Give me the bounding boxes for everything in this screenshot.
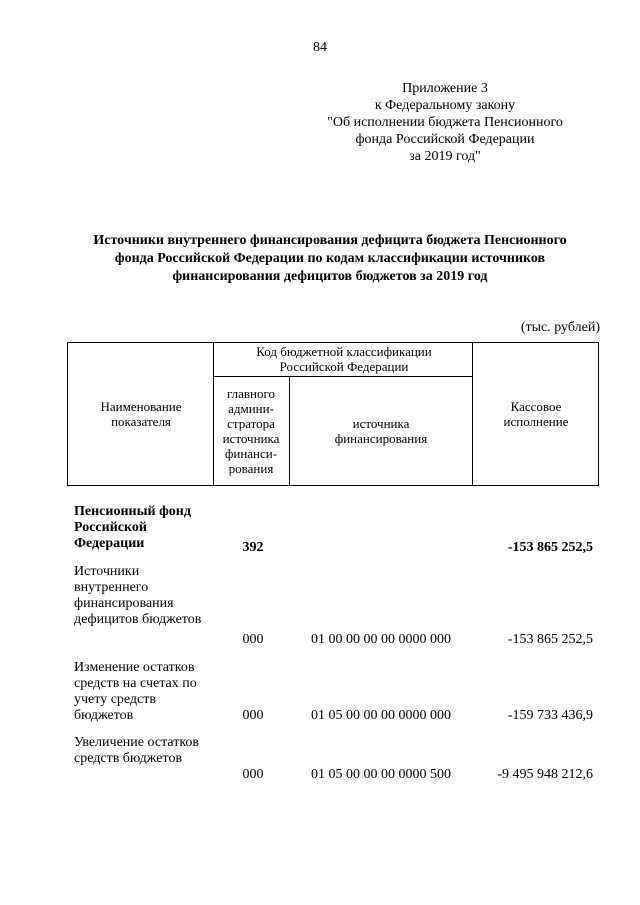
row-admin-code: 392 xyxy=(242,540,264,555)
row-source-code: 01 00 00 00 00 0000 000 xyxy=(311,632,451,647)
appendix-line: за 2019 год" xyxy=(409,149,481,164)
row-value: -159 733 436,9 xyxy=(507,708,593,723)
appendix-line: Приложение 3 xyxy=(402,81,488,96)
row-value: -9 495 948 212,6 xyxy=(497,767,593,782)
row-name: Изменение остатков средств на счетах по учету средств бюджетов xyxy=(74,660,197,723)
header-border-right xyxy=(598,342,599,486)
appendix-line: фонда Российской Федерации xyxy=(355,132,535,147)
row-admin-code: 000 xyxy=(242,767,264,782)
header-divider-admin xyxy=(289,376,290,486)
title-line: финансирования дефицитов бюджетов за 2019 год xyxy=(172,269,488,284)
header-divider-name xyxy=(213,342,214,486)
row-name: Увеличение остатков средств бюджетов xyxy=(74,735,200,766)
row-name: Пенсионный фонд Российской Федерации xyxy=(74,504,191,551)
header-budget-code: Код бюджетной классификации Российской Федерации xyxy=(256,344,432,374)
page-number: 84 xyxy=(313,40,327,55)
header-admin: главного админи-стратора источника финанси-рования xyxy=(222,386,280,476)
row-source-code: 01 05 00 00 00 0000 500 xyxy=(311,767,451,782)
title-line: фонда Российской Федерации по кодам классификации источников xyxy=(114,251,546,266)
document-title xyxy=(60,232,600,286)
row-value: -153 865 252,5 xyxy=(507,540,593,555)
row-admin-code: 000 xyxy=(242,708,264,723)
row-name: Источники внутреннего финансирования дефицитов бюджетов xyxy=(74,564,202,627)
appendix-header xyxy=(300,80,590,165)
appendix-line: "Об исполнении бюджета Пенсионного xyxy=(327,115,563,130)
units-label: (тыс. рублей) xyxy=(520,320,600,335)
header-divider-execution xyxy=(472,342,473,486)
row-source-code: 01 05 00 00 00 0000 000 xyxy=(311,708,451,723)
table-header xyxy=(67,342,599,486)
header-name: Наименование показателя xyxy=(100,399,182,429)
header-border-left xyxy=(67,342,68,486)
header-execution: Кассовое исполнение xyxy=(503,399,569,429)
title-line: Источники внутреннего финансирования дефицита бюджета Пенсионного xyxy=(93,233,567,248)
row-value: -153 865 252,5 xyxy=(507,632,593,647)
header-source: источника финансирования xyxy=(334,416,428,446)
row-admin-code: 000 xyxy=(242,632,264,647)
appendix-line: к Федеральному закону xyxy=(374,98,516,113)
